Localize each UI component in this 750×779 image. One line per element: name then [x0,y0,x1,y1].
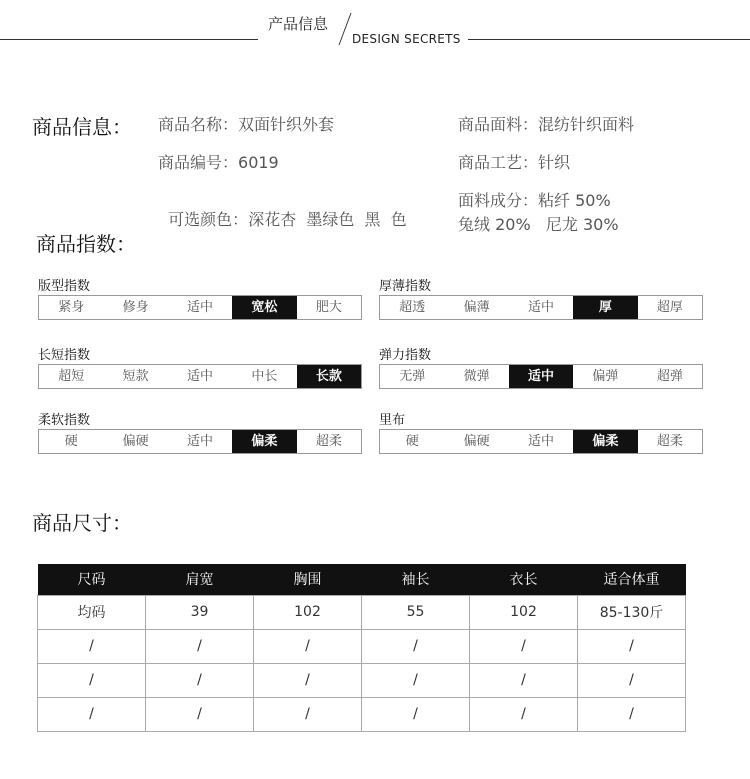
index-option: 紧身 [58,300,85,315]
info-label: 面料成分： [458,191,539,210]
size-cell: / [578,663,686,697]
size-cell: / [146,629,254,663]
header-title: 产品信息 [268,15,329,33]
index-option: 超柔 [315,434,342,449]
info-composition [458,188,611,211]
info-section-title: 商品信息： [32,115,132,139]
size-cell: / [362,663,470,697]
index-option: 适中 [187,434,214,449]
size-section-title: 商品尺寸： [32,511,132,535]
index-scale [379,295,703,320]
size-cell: / [470,663,578,697]
info-value: 针织 [538,153,571,172]
size-cell: 102 [254,595,362,629]
index-label: 弹力指数 [379,348,432,363]
info-code [158,150,279,173]
index-option-selected: 偏柔 [573,430,637,453]
index-label: 长短指数 [38,348,91,363]
index-option: 偏弹 [592,369,619,384]
info-fabric [458,112,634,135]
header-subtitle: DESIGN SECRETS [352,32,461,46]
header-rule-right [468,39,750,40]
index-option: 适中 [187,369,214,384]
info-value: 双面针织外套 [238,115,335,134]
info-label: 商品工艺： [458,153,539,172]
index-option: 中长 [251,369,278,384]
table-row [38,663,686,697]
index-option: 超透 [399,300,426,315]
index-option-selected: 偏柔 [232,430,296,453]
size-cell: 39 [146,595,254,629]
indices-section-title: 商品指数： [36,232,136,256]
index-scale [379,364,703,389]
size-cell: / [362,629,470,663]
index-scale [379,429,703,454]
size-header-cell: 衣长 [470,564,578,595]
info-label: 可选颜色： [168,210,249,229]
header-slash-divider [338,12,352,46]
size-cell: / [578,629,686,663]
index-label: 版型指数 [38,279,91,294]
index-option: 超弹 [656,369,683,384]
info-value: 混纺针织面料 [538,115,635,134]
size-cell: 102 [470,595,578,629]
index-option: 适中 [187,300,214,315]
index-option: 修身 [122,300,149,315]
info-craft [458,150,570,173]
info-value: 6019 [238,153,279,172]
size-table-body [38,595,686,731]
size-cell: / [362,697,470,731]
index-option-selected: 厚 [573,296,637,319]
size-cell: / [254,629,362,663]
info-value: 粘纤 50% [538,191,611,210]
index-option: 硬 [64,434,78,449]
index-option: 适中 [528,300,555,315]
info-name [158,112,334,135]
index-option: 超短 [58,369,85,384]
size-cell: / [254,663,362,697]
index-option: 无弹 [399,369,426,384]
info-composition-line2: 兔绒 20% 尼龙 30% [458,215,619,234]
size-cell: 均码 [38,595,146,629]
index-option: 超厚 [656,300,683,315]
index-option: 硬 [405,434,419,449]
index-option-selected: 长款 [297,365,361,388]
size-cell: / [146,697,254,731]
table-row [38,629,686,663]
index-label: 厚薄指数 [379,279,432,294]
size-cell: / [38,629,146,663]
index-scale [38,429,362,454]
index-option-selected: 适中 [509,365,573,388]
info-label: 商品名称： [158,115,239,134]
size-cell: / [254,697,362,731]
index-scale [38,364,362,389]
size-header-cell: 肩宽 [146,564,254,595]
index-scale [38,295,362,320]
index-option: 微弹 [463,369,490,384]
info-value: 深花杏 墨绿色 黑 色 [248,210,407,229]
index-option: 短款 [122,369,149,384]
index-option: 肥大 [315,300,342,315]
size-cell: 55 [362,595,470,629]
size-table [37,564,686,732]
size-cell: / [146,663,254,697]
size-cell: / [38,663,146,697]
header-rule-left [0,39,258,40]
index-option: 超柔 [656,434,683,449]
index-option: 适中 [528,434,555,449]
size-cell: / [38,697,146,731]
size-header-cell: 尺码 [38,564,146,595]
info-colors [158,188,407,230]
size-header-cell: 适合体重 [578,564,686,595]
size-table-header-row [38,564,686,595]
size-cell: 85-130斤 [578,595,686,629]
info-label: 商品编号： [158,153,239,172]
index-option: 偏薄 [463,300,490,315]
index-option: 偏硬 [122,434,149,449]
table-row [38,595,686,629]
info-label: 商品面料： [458,115,539,134]
size-header-cell: 袖长 [362,564,470,595]
index-label: 里布 [379,413,406,428]
size-header-cell: 胸围 [254,564,362,595]
size-cell: / [578,697,686,731]
table-row [38,697,686,731]
size-cell: / [470,697,578,731]
index-option-selected: 宽松 [232,296,296,319]
index-label: 柔软指数 [38,413,91,428]
size-cell: / [470,629,578,663]
index-option: 偏硬 [463,434,490,449]
